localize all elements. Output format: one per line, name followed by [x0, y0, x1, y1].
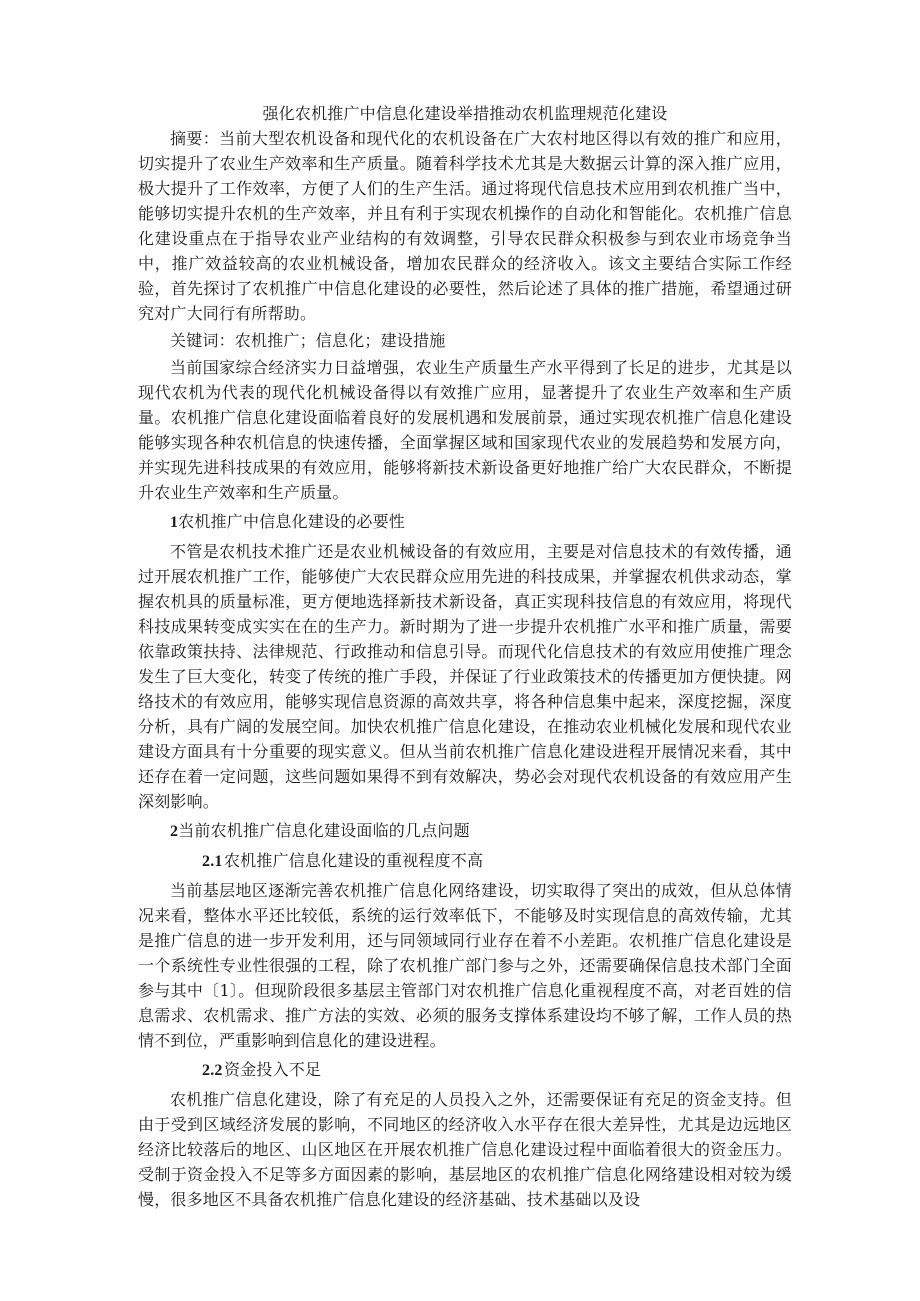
- section-2-1-body: 当前基层地区逐渐完善农机推广信息化网络建设，切实取得了突出的成效，但从总体情况来看，整体水平还比较低，系统的运行效率低下，不能够及时实现信息的高效传输，尤其是推广信息的进一步开发利用，还与同领域同行业存在着不小差距。农机推广信息化建设是一个系统性专业性很强的工程，除了农机推广部门参与之外，还需要确保信息技术部门全面参与其中〔1〕。但现阶段很多基层主管部门对农机推广信息化重视程度不高，对老百姓的信息需求、农机需求、推广方法的实效、必须的服务支撑体系建设均不够了解，工作人员的热情不到位，严重影响到信息化的建设进程。: [138, 881, 792, 1050]
- section-2-2-heading: [138, 1057, 792, 1083]
- intro-paragraph: 当前国家综合经济实力日益增强，农业生产质量生产水平得到了长足的进步，尤其是以现代农机为代表的现代化机械设备得以有效推广应用，显著提升了农业生产效率和生产质量。农机推广信息化建设面临着良好的发展机遇和发展前景，通过实现农机推广信息化建设能够实现各种农机信息的快速传播，全面掌握区域和国家现代农业的发展趋势和发展方向，并实现先进科技成果的有效应用，能够将新技术新设备更好地推广给广大农民群众，不断提升农业生产效率和生产质量。: [138, 358, 792, 502]
- section-2-number: 2: [170, 823, 179, 840]
- section-2-2-title: 资金投入不足: [224, 1060, 322, 1079]
- document-page: [138, 101, 792, 1212]
- document-title: 强化农机推广中信息化建设举措推动农机监理规范化建设: [262, 104, 668, 123]
- keywords-line: 关键词：农机推广；信息化；建设措施: [170, 331, 446, 350]
- section-2-1-number: 2.1: [202, 853, 223, 870]
- section-2-1-heading: [138, 848, 792, 874]
- abstract-paragraph: 摘要：当前大型农机设备和现代化的农机设备在广大农村地区得以有效的推广和应用，切实提升了农业生产效率和生产质量。随着科学技术尤其是大数据云计算的深入推广应用，极大提升了工作效率，方便了人们的生产生活。通过将现代信息技术应用到农机推广当中，能够切实提升农机的生产效率，并且有利于实现农机操作的自动化和智能化。农机推广信息化建设重点在于指导农业产业结构的有效调整，引导农民群众积极参与到农业市场竞争当中，推广效益较高的农业机械设备，增加农民群众的经济收入。该文主要结合实际工作经验，首先探讨了农机推广中信息化建设的必要性，然后论述了具体的推广措施，希望通过研究对广大同行有所帮助。: [138, 129, 792, 323]
- section-2-2-body: 农机推广信息化建设，除了有充足的人员投入之外，还需要保证有充足的资金支持。但由于受到区域经济发展的影响，不同地区的经济收入水平存在很大差异性，尤其是边远地区经济比较落后的地区、山区地区在开展农机推广信息化建设过程中面临着很大的资金压力。受制于资金投入不足等多方面因素的影响，基层地区的农机推广信息化网络建设相对较为缓慢，很多地区不具备农机推广信息化建设的经济基础、技术基础以及设: [138, 1090, 792, 1209]
- section-2-heading: [138, 818, 792, 844]
- section-1-title: 农机推广中信息化建设的必要性: [178, 512, 406, 531]
- section-1-number: 1: [170, 514, 179, 531]
- section-1-body: 不管是农机技术推广还是农业机械设备的有效应用，主要是对信息技术的有效传播，通过开展农机推广工作，能够使广大农民群众应用先进的科技成果，并掌握农机供求动态，掌握农机具的质量标准，更方便地选择新技术新设备，真正实现科技信息的有效应用，将现代科技成果转变成实实在在的生产力。新时期为了进一步提升农机推广水平和推广质量，需要依靠政策扶持、法律规范、行政推动和信息引导。而现代化信息技术的有效应用使推广理念发生了巨大变化，转变了传统的推广手段，并保证了行业政策技术的传播更加方便快捷。网络技术的有效应用，能够实现信息资源的高效共享，将各种信息集中起来，深度挖掘，深度分析，具有广阔的发展空间。加快农机推广信息化建设，在推动农业机械化发展和现代农业建设方面具有十分重要的现实意义。但从当前农机推广信息化建设进程开展情况来看，其中还存在着一定问题，这些问题如果得不到有效解决，势必会对现代农机设备的有效应用产生深刻影响。: [138, 542, 792, 811]
- section-1-heading: [138, 509, 792, 535]
- section-2-2-number: 2.2: [202, 1062, 223, 1079]
- section-2-1-title: 农机推广信息化建设的重视程度不高: [224, 851, 484, 870]
- section-2-title: 当前农机推广信息化建设面临的几点问题: [178, 821, 470, 840]
